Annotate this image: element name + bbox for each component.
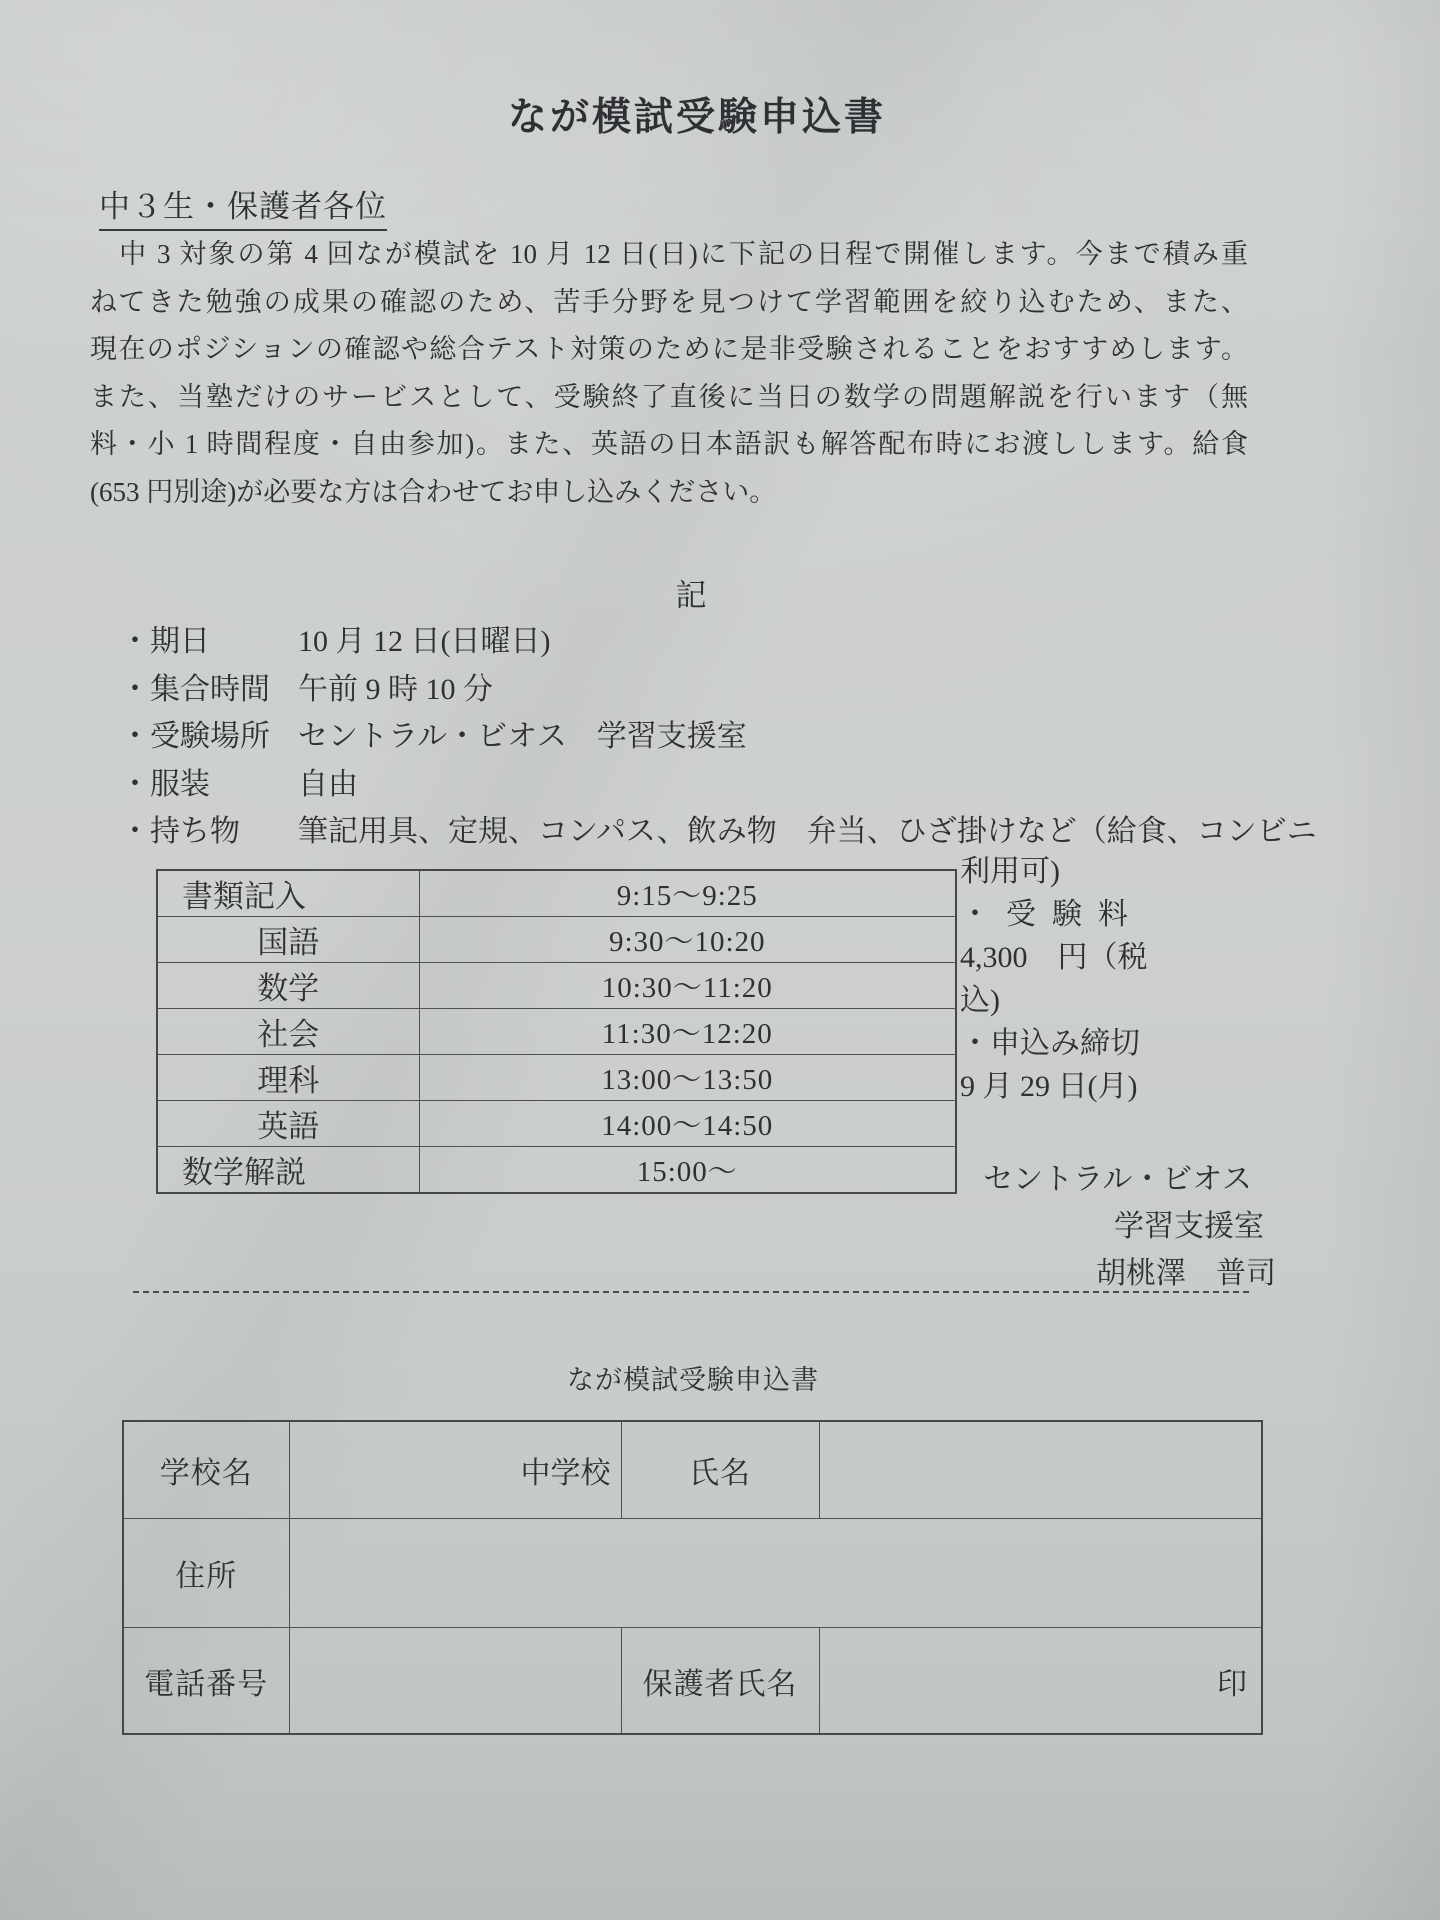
signature-organization: セントラル・ビオス <box>983 1163 1252 1196</box>
deadline-label: ・申込み締切 <box>960 1027 1140 1060</box>
form-row-phone-guardian <box>123 1628 1262 1735</box>
details-list <box>120 618 1317 856</box>
fee-amount-line: 4,300 円（税 <box>960 941 1148 974</box>
detail-item-meeting-time <box>120 666 1300 714</box>
subject-cell: 数学解説 <box>157 1147 419 1194</box>
side-notes <box>960 856 1280 1114</box>
form-row-address <box>123 1519 1262 1628</box>
application-form-table <box>122 1420 1263 1735</box>
guardian-label-cell: 保護者氏名 <box>621 1628 819 1735</box>
schedule-row <box>157 1009 956 1055</box>
detail-value: 10 月 12 日(日曜日) <box>298 625 551 658</box>
schedule-row <box>157 917 956 963</box>
time-cell: 9:30～10:20 <box>419 917 956 963</box>
notation-heading: 記 <box>675 578 707 613</box>
paragraph-line: また、当塾だけのサービスとして、受験終了直後に当日の数学の問題解説を行います（無 <box>90 381 1248 412</box>
form-row-school-name <box>123 1421 1262 1519</box>
paragraph-line: 現在のポジションの確認や総合テスト対策のために是非受験されることをおすすめします。 <box>90 334 1248 364</box>
schedule-row <box>157 870 956 917</box>
detail-item-date <box>120 618 1300 666</box>
paragraph-line: 料・小 1 時間程度・自由参加)。また、英語の日本語訳も解答配布時にお渡しします。給食 <box>90 429 1248 459</box>
intro-paragraph <box>90 231 1248 516</box>
subject-cell: 社会 <box>157 1009 419 1055</box>
school-suffix: 中学校 <box>520 1457 611 1490</box>
time-cell: 14:00～14:50 <box>419 1101 956 1147</box>
detail-item-venue <box>120 713 1300 761</box>
time-cell: 15:00～ <box>419 1147 956 1194</box>
time-cell: 9:15～9:25 <box>419 870 956 917</box>
subject-cell: 英語 <box>157 1101 419 1147</box>
detail-value: 自由 <box>298 767 358 801</box>
guardian-input-cell <box>819 1628 1262 1735</box>
salutation-row <box>99 181 387 231</box>
paragraph-line: 中 3 対象の第 4 回なが模試を 10 月 12 日(日)に下記の日程で開催します。今まで積み重 <box>90 239 1248 269</box>
time-cell: 11:30～12:20 <box>419 1009 956 1055</box>
bullet-dot: ・ <box>120 625 150 658</box>
address-input-cell <box>289 1519 1262 1628</box>
detail-label: 持ち物 <box>150 815 240 848</box>
cut-line <box>133 1291 1249 1293</box>
school-input-cell <box>289 1421 621 1519</box>
signature-block <box>936 1156 1276 1297</box>
seal-label: 印 <box>1217 1667 1247 1701</box>
schedule-row <box>157 1147 956 1194</box>
form-title: なが模試受験申込書 <box>567 1365 819 1395</box>
school-label-cell: 学校名 <box>123 1421 289 1519</box>
fee-label: ・受験料 <box>960 898 1144 931</box>
name-input-cell <box>819 1421 1262 1519</box>
signature-person: 胡桃澤 普司 <box>1096 1257 1276 1290</box>
schedule-row <box>157 1055 956 1101</box>
document-title: なが模試受験申込書 <box>507 96 886 139</box>
detail-label: 期日 <box>150 625 210 658</box>
bullet-dot: ・ <box>120 815 150 848</box>
subject-cell: 数学 <box>157 963 419 1009</box>
bullet-dot: ・ <box>120 672 150 706</box>
paragraph-line: (653 円別途)が必要な方は合わせてお申し込みください。 <box>90 476 777 507</box>
detail-label: 受験場所 <box>150 720 270 753</box>
detail-value: 筆記用具、定規、コンパス、飲み物 弁当、ひざ掛けなど（給食、コンビニ <box>298 815 1317 848</box>
phone-label-cell: 電話番号 <box>123 1628 289 1735</box>
fee-amount-line2: 込) <box>960 984 1000 1017</box>
phone-input-cell <box>289 1628 621 1735</box>
time-cell: 13:00～13:50 <box>419 1055 956 1101</box>
detail-item-dress <box>120 761 1300 809</box>
schedule-row <box>157 963 956 1009</box>
paragraph-line: ねてきた勉強の成果の確認のため、苦手分野を見つけて学習範囲を絞り込むため、また、 <box>90 286 1248 317</box>
signature-room: 学習支援室 <box>1114 1210 1264 1243</box>
deadline-value: 9 月 29 日(月) <box>960 1070 1138 1103</box>
address-label-cell: 住所 <box>123 1519 289 1628</box>
subject-cell: 国語 <box>157 917 419 963</box>
bullet-dot: ・ <box>120 720 150 753</box>
time-cell: 10:30～11:20 <box>419 963 956 1009</box>
belongings-continuation: 利用可) <box>960 855 1060 888</box>
detail-item-belongings <box>120 808 1317 856</box>
detail-value: 午前 9 時 10 分 <box>298 672 493 706</box>
subject-cell: 理科 <box>157 1055 419 1101</box>
schedule-row <box>157 1101 956 1147</box>
schedule-table <box>156 869 957 1194</box>
bullet-dot: ・ <box>120 767 150 801</box>
detail-label: 集合時間 <box>150 672 270 706</box>
detail-label: 服装 <box>150 767 210 801</box>
subject-cell: 書類記入 <box>157 870 419 917</box>
name-label-cell: 氏名 <box>621 1421 819 1519</box>
detail-value: セントラル・ビオス 学習支援室 <box>298 720 747 753</box>
salutation: 中３生・保護者各位 <box>99 181 387 231</box>
